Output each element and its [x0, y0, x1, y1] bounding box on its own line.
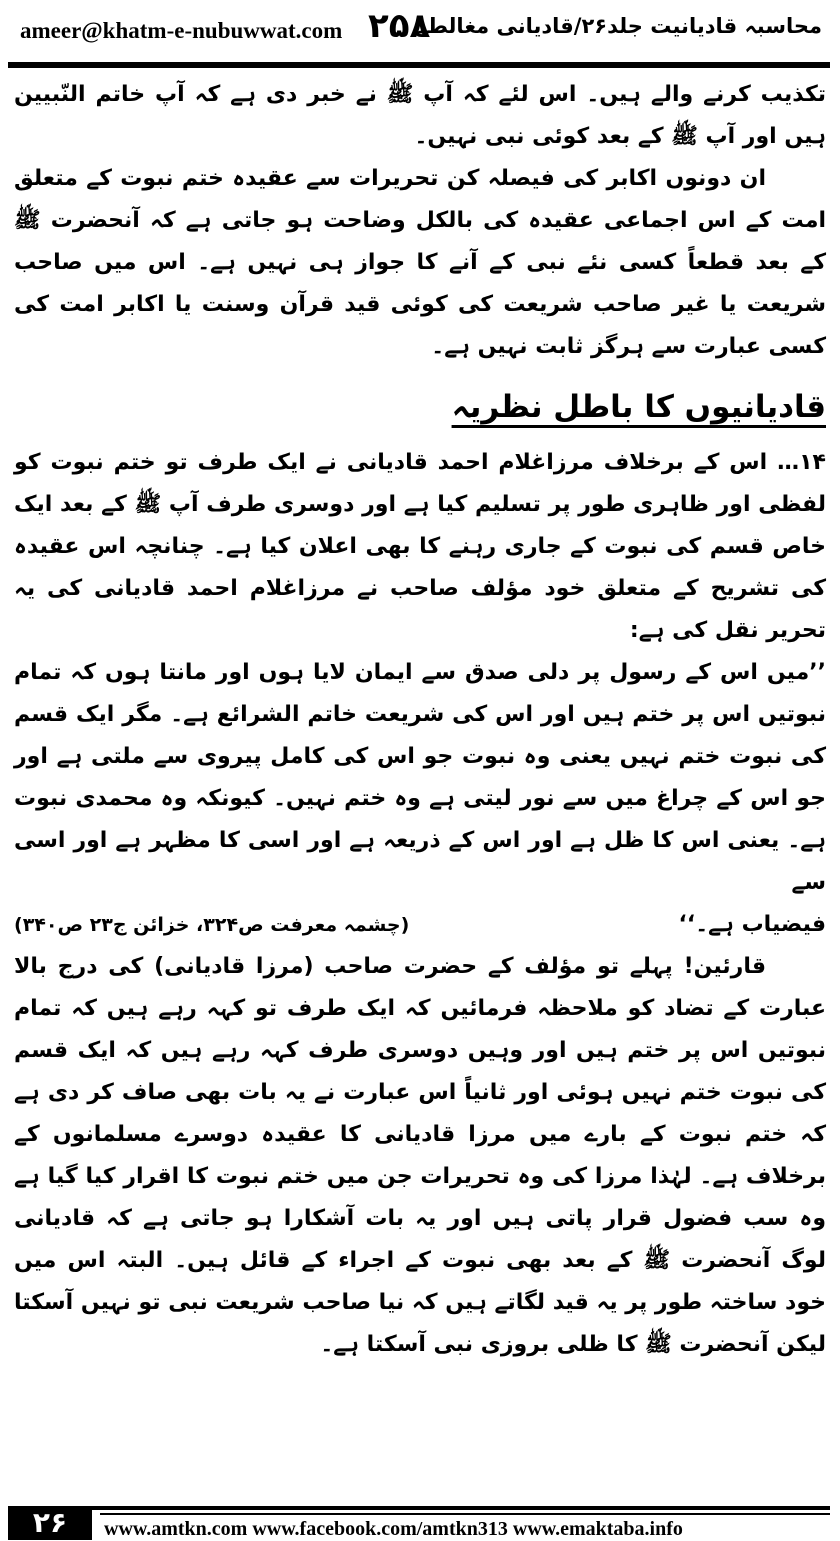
quote-end: فیضیاب ہے۔‘‘ [678, 912, 826, 937]
page-body [14, 74, 826, 1366]
paragraph-4: قارئین! پہلے تو مؤلف کے حضرت صاحب (مرزا قادیانی) کی درج بالا عبارت کے تضاد کو ملاحظہ فرمائیں کہ ایک طرف تو کہہ رہے ہیں کہ تمام نبوتیں اس پر ختم ہیں اور وہیں دوسری طرف کہہ رہے ہیں کہ ایک قسم کی نبوت ختم نہیں ہوئی اور ثانیاً اس عبارت نے یہ بات بھی صاف کر دی ہے کہ ختم نبوت کے بارے میں مرزا قادیانی کا عقیدہ دوسرے مسلمانوں کے برخلاف ہے۔ لہٰذا مرزا کی وہ تحریرات جن میں ختم نبوت کا اقرار کیا گیا ہے وہ سب فضول قرار پاتی ہیں اور یہ بات آشکارا ہو جاتی ہے کہ قادیانی لوگ آنحضرت ﷺ کے بعد بھی نبوت کے اجراء کے قائل ہیں۔ البتہ اس میں خود ساختہ طور پر یہ قید لگاتے ہیں کہ نیا صاحب شریعت نبی تو نہیں آسکتا لیکن آنحضرت ﷺ کا ظلی بروزی نبی آسکتا ہے۔ [14, 954, 826, 1357]
section-heading: قادیانیوں کا باطل نظریہ [451, 389, 826, 425]
header-email: ameer@khatm-e-nubuwwat.com [20, 18, 343, 43]
footer-box-number: ۲۶ [8, 1506, 92, 1540]
quote-end-line [14, 904, 826, 946]
quote-block: ’’میں اس کے رسول پر دلی صدق سے ایمان لایا ہوں اور مانتا ہوں کہ تمام نبوتیں اس پر ختم ہیں اور اس کی شریعت خاتم الشرائع ہے۔ مگر ایک قسم کی نبوت ختم نہیں یعنی وہ نبوت جو اس کی کامل پیروی سے ملتی ہے اور جو اس کے چراغ میں سے نور لیتی ہے وہ ختم نہیں۔ کیونکہ وہ محمدی نبوت ہے۔ یعنی اس کا ظل ہے اور اس کے ذریعہ ہے اور اسی کا مظہر ہے اور اسی سے [14, 660, 826, 895]
page-header [8, 0, 830, 60]
paragraph-3-number: ۱۴… [777, 450, 826, 475]
header-running-title: محاسبہ قادیانیت جلد۲۶/قادیانی مغالطے [415, 14, 822, 38]
paragraph-3 [14, 442, 826, 652]
header-rule [8, 62, 830, 68]
paragraph-3-text: اس کے برخلاف مرزاغلام احمد قادیانی نے ایک طرف تو ختم نبوت کو لفظی اور ظاہری طور پر تسلیم کیا ہے اور دوسری طرف آپ ﷺ کے بعد ایک خاص قسم کی نبوت کے جاری رہنے کا بھی اعلان کیا ہے۔ چنانچہ اس عقیدہ کی تشریح کے متعلق خود مؤلف صاحب نے مرزاغلام احمد قادیانی کی یہ تحریر نقل کی ہے: [14, 450, 826, 643]
footer-links[interactable]: www.amtkn.com www.facebook.com/amtkn313 www.emaktaba.info [104, 1518, 683, 1540]
footer-rule-thin [100, 1513, 830, 1515]
paragraph-1: تکذیب کرنے والے ہیں۔ اس لئے کہ آپ ﷺ نے خبر دی ہے کہ آپ خاتم النّبیین ہیں اور آپ ﷺ کے بعد کوئی نبی نہیں۔ [14, 82, 826, 149]
footer-rule [8, 1506, 830, 1510]
paragraph-2: ان دونوں اکابر کی فیصلہ کن تحریرات سے عقیدہ ختم نبوت کے متعلق امت کے اس اجماعی عقیدہ کی بالکل وضاحت ہو جاتی ہے کہ آنحضرت ﷺ کے بعد قطعاً کسی نئے نبی کے آنے کا جواز ہی نہیں ہے۔ اس میں صاحب شریعت یا غیر صاحب شریعت کی کوئی قید قرآن وسنت یا اکابر امت کی کسی عبارت سے ہرگز ثابت نہیں ہے۔ [14, 166, 826, 359]
header-page-number: ۲۵۸ [368, 6, 431, 46]
quote-reference: (چشمہ معرفت ص۳۲۴، خزائن ج۲۳ ص۳۴۰) [14, 914, 410, 936]
